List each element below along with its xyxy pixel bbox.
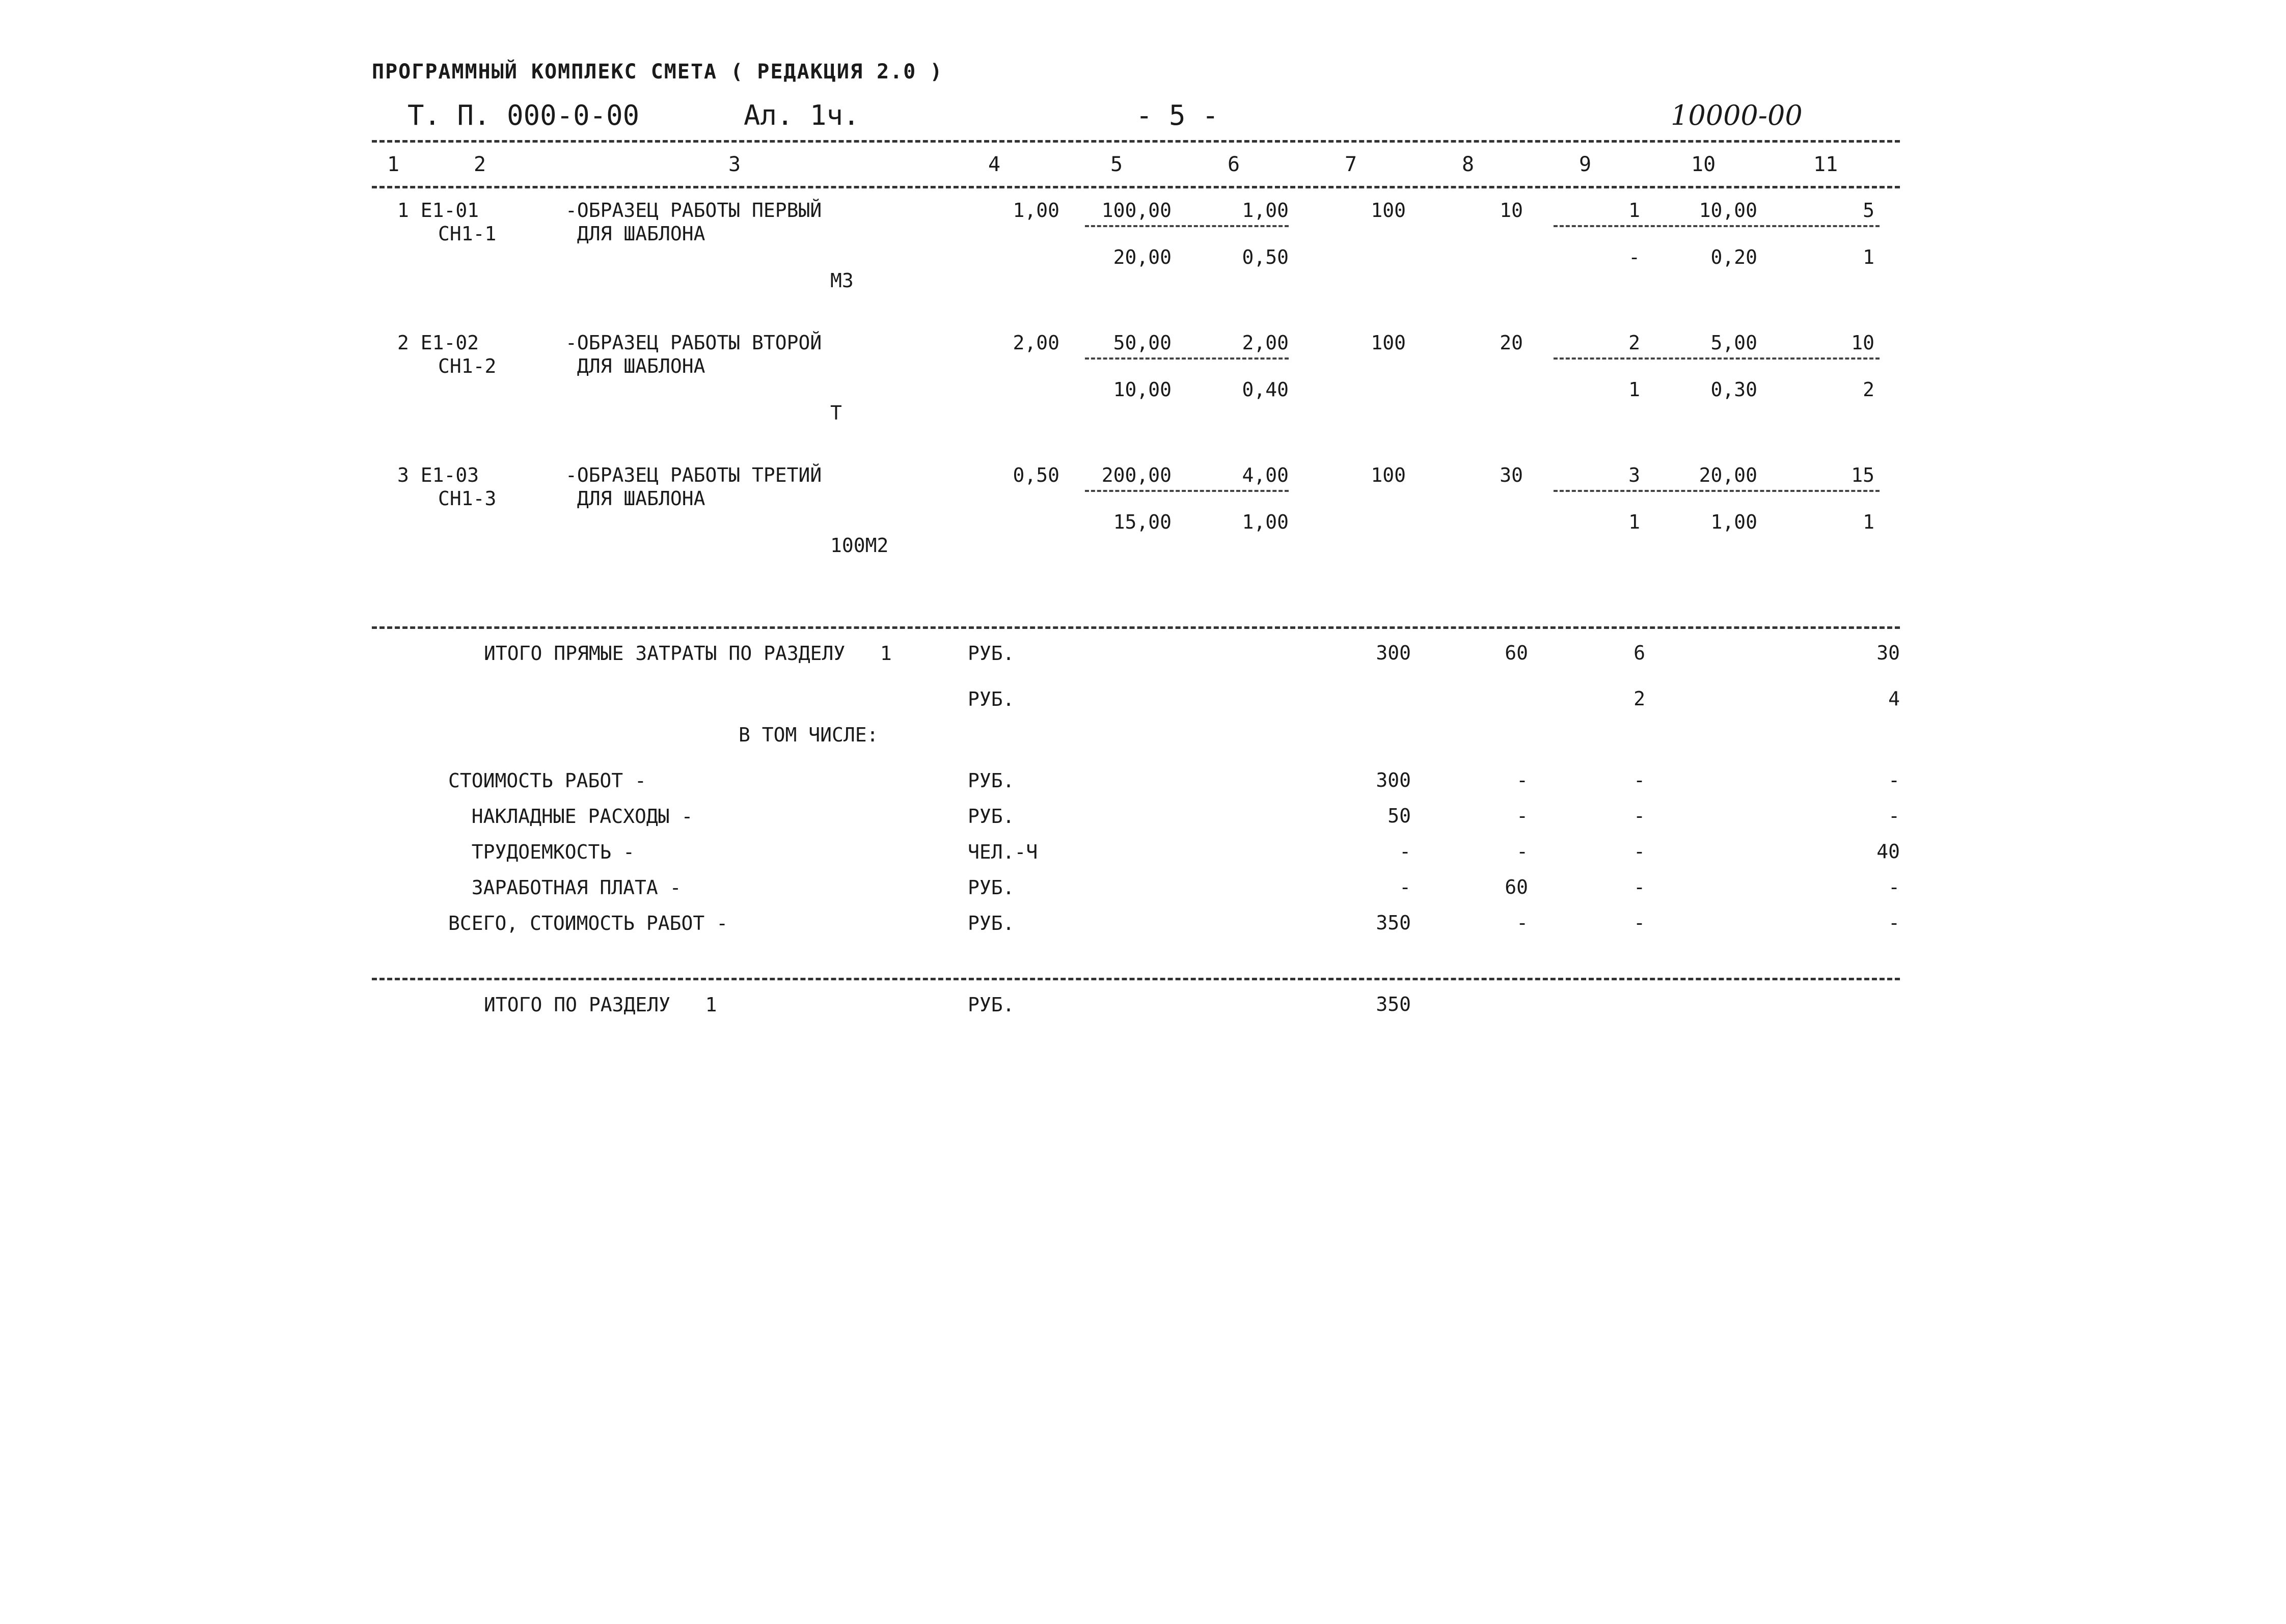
breakdown-t2: - [1516,805,1528,827]
col-3: 3 [728,153,741,176]
breakdown-t2: - [1516,769,1528,791]
row-value-t4b: 0,20 [1710,246,1757,268]
estimate-row [372,199,1900,331]
breakdown-label: ЗАРАБОТНАЯ ПЛАТА - [448,876,682,899]
row-value-t3b: - [1628,246,1640,268]
row-value-t2: 30 [1500,464,1523,486]
row-value-t4: 5,00 [1710,332,1757,354]
breakdown-t1: - [1399,840,1411,863]
row-divider [1085,225,1289,227]
row-value-t1: 100 [1371,199,1406,222]
row-value-qty: 1,00 [1013,199,1059,222]
direct-total-unit: РУБ. [968,642,1015,665]
breakdown-t5: 40 [1876,840,1900,863]
row-description: -ОБРАЗЕЦ РАБОТЫ ПЕРВЫЙ ДЛЯ ШАБЛОНА [565,199,822,245]
col-7: 7 [1345,153,1357,176]
breakdown-t3: - [1634,769,1645,791]
direct-total-unit-b: РУБ. [968,688,1015,710]
row-subcode: СН1-2 [438,355,497,377]
breakdown-label: НАКЛАДНЫЕ РАСХОДЫ - [448,805,693,828]
including-label: В ТОМ ЧИСЛЕ: [739,724,879,746]
row-value-t4b: 0,30 [1710,378,1757,401]
row-divider [1554,357,1880,360]
columns-rule [372,186,1900,188]
breakdown-label: ВСЕГО, СТОИМОСТЬ РАБОТ - [448,912,728,934]
row-divider [1085,490,1289,492]
row-value-p2b: 1,00 [1242,511,1289,533]
breakdown-t5: - [1888,805,1900,827]
row-value-t1: 100 [1371,332,1406,354]
breakdown-unit: РУБ. [968,805,1015,828]
row-unit: 100М2 [830,534,889,557]
row-subcode: СН1-3 [438,487,497,510]
direct-t3b: 2 [1634,687,1645,710]
col-1: 1 [387,153,400,176]
row-unit: Т [830,402,842,424]
row-value-t4b: 1,00 [1710,511,1757,533]
col-4: 4 [988,153,1001,176]
row-value-t5b: 1 [1863,511,1874,533]
direct-t5: 30 [1876,642,1900,664]
page-number: - 5 - [1136,99,1219,131]
row-value-t5: 10 [1851,332,1874,354]
row-value-p2b: 0,50 [1242,246,1289,268]
row-value-p1: 50,00 [1113,332,1172,354]
row-value-p2: 2,00 [1242,332,1289,354]
breakdown-label: ТРУДОЕМКОСТЬ - [448,841,635,863]
row-value-t5: 15 [1851,464,1874,486]
row-value-p1: 100,00 [1101,199,1172,222]
program-title: ПРОГРАММНЫЙ КОМПЛЕКС СМЕТА ( РЕДАКЦИЯ 2.0 ) [372,60,943,84]
breakdown-t3: - [1634,912,1645,934]
section-ref: Ал. 1ч. [744,99,860,131]
row-value-t3: 1 [1628,199,1640,222]
row-value-p2: 1,00 [1242,199,1289,222]
row-value-t4: 10,00 [1699,199,1757,222]
row-divider [1554,490,1880,492]
row-value-t2: 10 [1500,199,1523,222]
row-value-p2: 4,00 [1242,464,1289,486]
reference-number: 10000-00 [1671,99,1803,131]
row-value-t5: 5 [1863,199,1874,222]
row-value-p1b: 20,00 [1113,246,1172,268]
estimate-row [372,463,1900,596]
row-value-p2b: 0,40 [1242,378,1289,401]
row-value-t2: 20 [1500,332,1523,354]
col-10: 10 [1691,153,1716,176]
col-11: 11 [1813,153,1838,176]
doc-code: Т. П. 000-0-00 [407,99,640,131]
breakdown-t3: - [1634,805,1645,827]
column-numbers [372,153,1900,178]
row-description: -ОБРАЗЕЦ РАБОТЫ ТРЕТИЙ ДЛЯ ШАБЛОНА [565,464,822,510]
direct-t3: 6 [1634,642,1645,664]
row-value-p1b: 10,00 [1113,378,1172,401]
section-total-unit: РУБ. [968,994,1015,1016]
row-code: 3 Е1-03 [397,464,479,486]
row-value-t1: 100 [1371,464,1406,486]
breakdown-t2: - [1516,840,1528,863]
row-value-qty: 0,50 [1013,464,1059,486]
breakdown-t3: - [1634,840,1645,863]
row-code: 1 Е1-01 [397,199,479,222]
breakdown-unit: ЧЕЛ.-Ч [968,841,1038,863]
row-value-t3b: 1 [1628,378,1640,401]
col-2: 2 [474,153,486,176]
row-value-t3: 2 [1628,332,1640,354]
direct-t1: 300 [1376,642,1411,664]
row-description: -ОБРАЗЕЦ РАБОТЫ ВТОРОЙ ДЛЯ ШАБЛОНА [565,332,822,377]
row-value-t3: 3 [1628,464,1640,486]
direct-t2: 60 [1505,642,1528,664]
row-value-p1b: 15,00 [1113,511,1172,533]
row-value-p1: 200,00 [1101,464,1172,486]
breakdown-unit: РУБ. [968,769,1015,792]
breakdown-t5: - [1888,769,1900,791]
section-rule [372,978,1900,980]
col-5: 5 [1110,153,1123,176]
estimate-row [372,331,1900,463]
breakdown-t1: 300 [1376,769,1411,791]
header-rule [372,140,1900,143]
breakdown-t5: - [1888,876,1900,898]
breakdown-label: СТОИМОСТЬ РАБОТ - [448,769,646,792]
row-value-t5b: 2 [1863,378,1874,401]
section-total-label: ИТОГО ПО РАЗДЕЛУ 1 [484,994,717,1016]
row-code: 2 Е1-02 [397,332,479,354]
totals-rule [372,626,1900,629]
row-value-qty: 2,00 [1013,332,1059,354]
section-total-value: 350 [1376,993,1411,1015]
breakdown-t1: - [1399,876,1411,898]
breakdown-t3: - [1634,876,1645,898]
direct-t5b: 4 [1888,687,1900,710]
breakdown-t1: 350 [1376,912,1411,934]
row-value-t4: 20,00 [1699,464,1757,486]
estimate-rows [372,199,1900,596]
col-8: 8 [1462,153,1475,176]
breakdown-unit: РУБ. [968,912,1015,934]
row-value-t3b: 1 [1628,511,1640,533]
breakdown-t2: 60 [1505,876,1528,898]
col-6: 6 [1228,153,1240,176]
breakdown-t2: - [1516,912,1528,934]
row-divider [1085,357,1289,360]
row-subcode: СН1-1 [438,223,497,245]
col-9: 9 [1579,153,1592,176]
row-value-t5b: 1 [1863,246,1874,268]
breakdown-t5: - [1888,912,1900,934]
breakdown-unit: РУБ. [968,876,1015,899]
row-divider [1554,225,1880,227]
direct-total-label: ИТОГО ПРЯМЫЕ ЗАТРАТЫ ПО РАЗДЕЛУ 1 [484,642,892,665]
breakdown-t1: 50 [1387,805,1411,827]
row-unit: М3 [830,269,854,292]
